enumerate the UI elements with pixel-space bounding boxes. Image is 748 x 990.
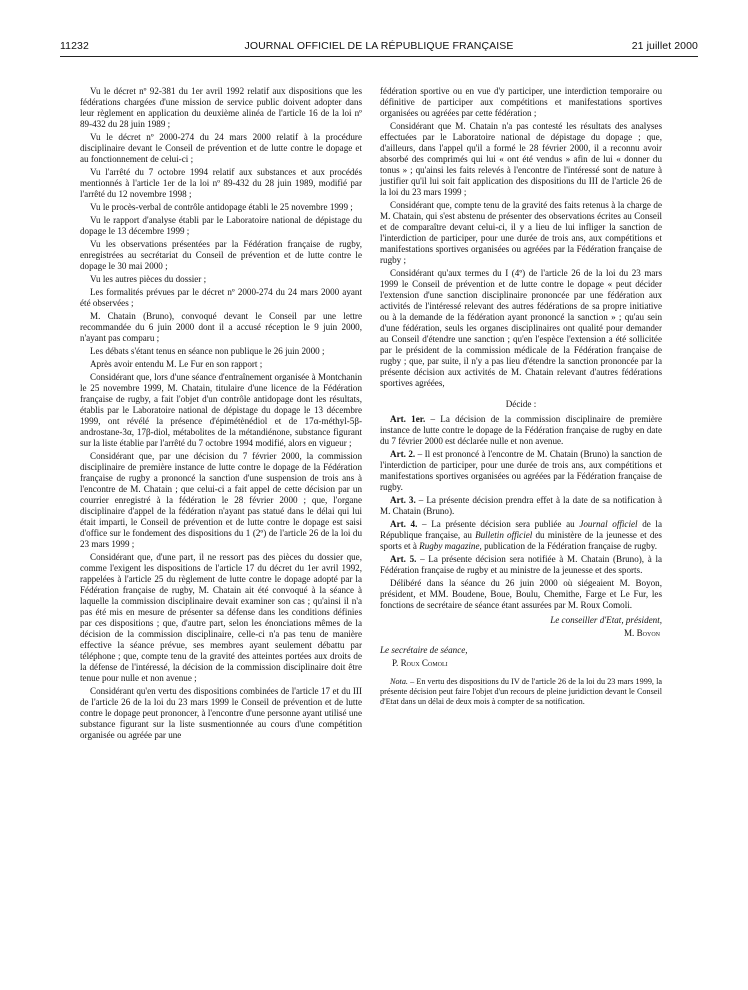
note — [380, 677, 662, 707]
article-text: , publication de la Fédération française de rugby. — [479, 541, 657, 551]
article-italic: Bulletin officiel — [475, 530, 533, 540]
article-label: Art. 5. — [390, 554, 417, 564]
paragraph: fédération sportive ou en vue d'y participer, une interdiction temporaire ou définitive de participer aux compétitions et manifestations sportives organisées ou agréées par cette fédération ; — [380, 86, 662, 118]
page-header — [60, 40, 698, 54]
article-1 — [380, 414, 662, 447]
article-5 — [380, 554, 662, 576]
article-2 — [380, 449, 662, 493]
article-label: Art. 3. — [390, 495, 416, 505]
paragraph: Considérant que, d'une part, il ne ressort pas des pièces du dossier que, comme l'exigent les dispositions de l'article 17 du décret du 1er avril 1992, rappelées à l'article 25 du règlement de lutte contre le dopage adopté par la Fédération française de rugby, M. Chatain ait été convoqué à la séance à laquelle la commission disciplinaire devait examiner son cas ; qu'ainsi il n'a pas été mis en mesure de présenter sa défense dans les conditions définies par ces dispositions ; que, d'autre part, selon les énonciations mêmes de la décision de la commission disciplinaire, celle-ci n'a pas tenu de manière effective la séance prévue, ses membres ayant seulement débattu par téléphone ; que, compte tenu de la gravité des atteintes portées aux droits de la défense de l'intéressé, la décision de la commission disciplinaire doit être tenue pour nulle et non avenue ; — [80, 552, 362, 683]
paragraph: Considérant qu'en vertu des dispositions combinées de l'article 17 et du III de l'article 26 de la loi du 23 mars 1999 le Conseil de prévention et de lutte contre le dopage peut prononcer, à l'encontre d'une personne ayant utilisé une substance figurant sur la liste susmentionnée au cours d'une compétition organisée ou agréée par une — [80, 686, 362, 740]
paragraph: Considérant que, lors d'une séance d'entraînement organisée à Montchanin le 25 novembre 1999, M. Chatain, titulaire d'une licence de la Fédération française de rugby, a fait l'objet d'un contrôle antidopage dont les résultats, établis par le Laboratoire national de dépistage du dopage le 13 décembre 1999, ont révélé la présence d'épimétènédiol et de 17α-méthyl-5β-androstane-3α, 17β-diol, métabolites de la métandiénone, substance figurant sur la liste établie par l'arrêté du 7 octobre 1994 modifié, alors en vigueur ; — [80, 372, 362, 448]
header-rule — [60, 56, 698, 57]
note-text: – En vertu des dispositions du IV de l'article 26 de la loi du 23 mars 1999, la présente décision peut faire l'objet d'un recours de pleine juridiction devant le Conseil d'Etat dans un délai de deux mois à compter de sa notification. — [380, 677, 662, 706]
paragraph: Considérant que, compte tenu de la gravité des faits retenus à la charge de M. Chatain, qui s'est abstenu de présenter des observations écrites au Conseil et de comparaître devant celui-ci, il y a lieu de lui infliger la sanction de l'interdiction de participer, pour une durée de trois ans, aux compétitions et manifestations sportives organisées ou agréées par la Fédération française de rugby ; — [380, 200, 662, 265]
page-number: 11232 — [60, 40, 89, 52]
article-italic: Journal officiel — [579, 519, 638, 529]
paragraph: Vu les observations présentées par la Fédération française de rugby, enregistrées au secrétariat du Conseil de prévention et de lutte contre le dopage le 30 mai 2000 ; — [80, 239, 362, 271]
journal-title: JOURNAL OFFICIEL DE LA RÉPUBLIQUE FRANÇAISE — [244, 40, 514, 52]
secretary-name: P. Roux Comoli — [392, 658, 448, 668]
article-italic: Rugby magazine — [419, 541, 480, 551]
paragraph: Considérant qu'aux termes du I (4º) de l'article 26 de la loi du 23 mars 1999 le Conseil de prévention et de lutte contre le dopage « peut décider l'extension d'une sanction disciplinaire prononcée par une fédération aux activités de l'intéressé relevant des autres fédérations de sa propre initiative ou à la demande de la fédération ayant prononcé la sanction » ; qu'au sein d'une fédération, seuls les organes disciplinaires ont qualité pour demander au Conseil d'étendre une sanction ; qu'en l'espèce l'extension a été sollicitée par le président de la commission médicale de la Fédération française de rugby ; que, par suite, il n'y a pas lieu d'étendre la sanction prononcée par la présente décision aux activités de M. Chatain relevant d'autres fédérations sportives agréées, — [380, 268, 662, 388]
paragraph: Après avoir entendu M. Le Fur en son rapport ; — [90, 359, 263, 369]
article-text: – La présente décision sera publiée au — [417, 519, 580, 529]
article-label: Art. 4. — [390, 519, 418, 529]
article-text: – Il est prononcé à l'encontre de M. Chatain (Bruno) la sanction de l'interdiction de participer, pour une durée de trois ans, aux compétitions et manifestations sportives organisées ou agréées par la Fédération française de rugby. — [380, 449, 663, 492]
paragraph: M. Chatain (Bruno), convoqué devant le Conseil par une lettre recommandée du 6 juin 2000 dont il a accusé réception le 9 juin 2000, n'ayant pas comparu ; — [80, 311, 362, 343]
paragraph: Considérant que, par une décision du 7 février 2000, la commission disciplinaire de première instance de lutte contre le dopage de la Fédération française de rugby a prononcé la sanction d'une suspension de trois ans à l'encontre de M. Chatain ; que celui-ci a fait appel de cette décision par un courrier enregistré à la fédération le 28 février 2000 ; que, l'organe disciplinaire d'appel de la fédération n'ayant pas statué dans le délai qui lui était imparti, le Conseil de prévention et de lutte contre le dopage est saisi d'office sur le fondement des dispositions du 1 (2º) de l'article 26 de la loi du 23 mars 1999 ; — [80, 451, 362, 549]
decide-heading: Décide : — [505, 399, 537, 409]
publication-date: 21 juillet 2000 — [631, 40, 698, 52]
right-column — [380, 86, 662, 709]
note-label: Nota. — [390, 677, 408, 686]
article-label: Art. 2. — [390, 449, 416, 459]
paragraph: Vu le rapport d'analyse établi par le Laboratoire national de dépistage du dopage le 13 décembre 1999 ; — [80, 215, 362, 236]
article-label: Art. 1er. — [390, 414, 426, 424]
paragraph: Vu le décret nº 2000-274 du 24 mars 2000 relatif à la procédure disciplinaire devant le Conseil de prévention et de lutte contre le dopage et au fonctionnement de celui-ci ; — [80, 132, 362, 164]
article-text: du ministère de la jeunesse et des sports et à — [380, 530, 662, 551]
secretary-title: Le secrétaire de séance, — [380, 645, 468, 655]
article-text: de la République française, au — [380, 519, 662, 540]
deliberation: Délibéré dans la séance du 26 juin 2000 où siégeaient M. Boyon, président, et MM. Boudene, Boue, Boulu, Chemithe, Farge et Le Fur, les fonctions de secrétaire de séance étant assurées par M. Roux Comoli. — [380, 578, 662, 610]
article-text: – La décision de la commission disciplinaire de première instance de lutte contre le dopage de la Fédération française de rugby en date du 7 février 2000 est déclarée nulle et non avenue. — [380, 414, 662, 446]
signature-block — [380, 615, 662, 639]
paragraph: Vu le procès-verbal de contrôle antidopage établi le 25 novembre 1999 ; — [90, 202, 353, 212]
signature-title: Le conseiller d'Etat, président, — [550, 615, 662, 625]
paragraph: Les formalités prévues par le décret nº 2000-274 du 24 mars 2000 ayant été observées ; — [80, 287, 362, 308]
paragraph: Considérant que M. Chatain n'a pas contesté les résultats des analyses effectuées par le Laboratoire national de dépistage du dopage ; que, d'ailleurs, dans l'appel qu'il a formé le 28 février 2000, il a reconnu avoir absorbé des comprimés qui lui « ont été vendus » afin de lui « donner du tonus » ; qu'ainsi les faits relevés à l'encontre de l'intéressé sont de nature à justifier qu'il lui soit fait application des dispositions du III de l'article 26 de la loi du 23 mars 1999 ; — [380, 121, 662, 197]
article-text: – La présente décision prendra effet à la date de sa notification à M. Chatain (Bruno). — [380, 495, 663, 516]
signature-name: M. Boyon — [623, 628, 660, 638]
paragraph: Les débats s'étant tenus en séance non publique le 26 juin 2000 ; — [90, 346, 325, 356]
article-4 — [380, 519, 662, 552]
article-text: – La présente décision sera notifiée à M. Chatain (Bruno), à la Fédération française de rugby et au ministre de la jeunesse et des sports. — [380, 554, 663, 575]
paragraph: Vu les autres pièces du dossier ; — [90, 274, 207, 284]
article-3 — [380, 495, 662, 517]
left-column — [80, 86, 362, 743]
paragraph: Vu l'arrêté du 7 octobre 1994 relatif aux substances et aux procédés mentionnés à l'article 1er de la loi nº 89-432 du 28 juin 1989, modifié par l'arrêté du 12 novembre 1998 ; — [80, 167, 362, 199]
paragraph: Vu le décret nº 92-381 du 1er avril 1992 relatif aux dispositions que les fédérations chargées d'une mission de service public doivent adopter dans leur règlement en application du deuxième alinéa de l'article 16 de la loi nº 89-432 du 28 juin 1989 ; — [80, 86, 362, 129]
